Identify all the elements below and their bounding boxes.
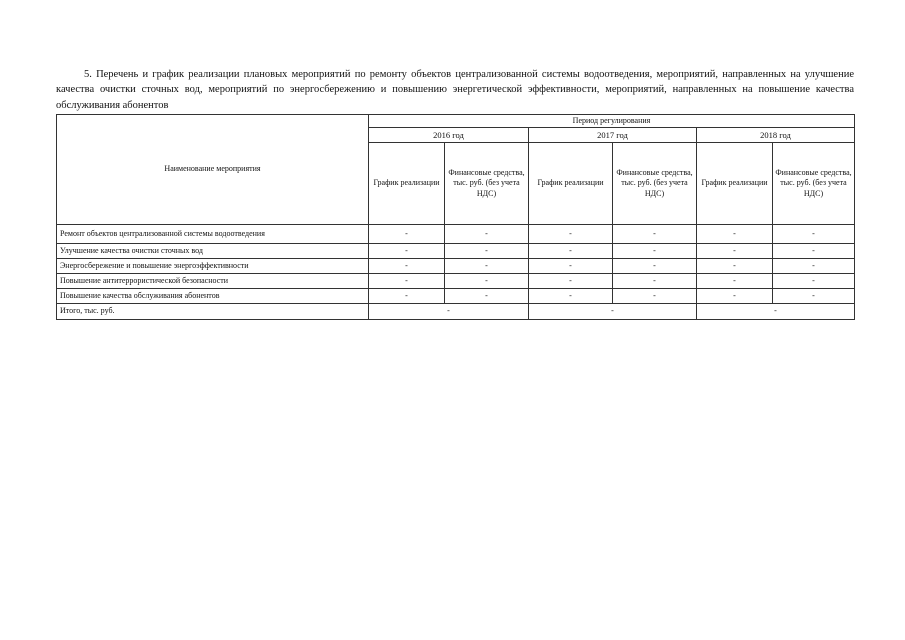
table-cell: - [529, 274, 613, 289]
row-name: Энергосбережение и повышение энергоэффективности [57, 259, 369, 274]
total-cell-2016: - [369, 304, 529, 320]
table-cell: - [773, 244, 855, 259]
table-cell: - [697, 225, 773, 244]
table-row [57, 259, 855, 274]
column-header-schedule-2017: График реализации [529, 143, 613, 225]
total-label: Итого, тыс. руб. [57, 304, 369, 320]
table-row [57, 225, 855, 244]
table-cell: - [697, 244, 773, 259]
column-header-period: Период регулирования [369, 115, 855, 128]
table-cell: - [445, 225, 529, 244]
plan-table [56, 114, 855, 320]
column-header-year-2016: 2016 год [369, 128, 529, 143]
table-cell: - [529, 289, 613, 304]
row-name: Повышение антитеррористической безопасности [57, 274, 369, 289]
column-header-finance-2017: Финансовые средства, тыс. руб. (без учета НДС) [613, 143, 697, 225]
table-cell: - [369, 244, 445, 259]
table-cell: - [773, 274, 855, 289]
table-row [57, 244, 855, 259]
table-row [57, 274, 855, 289]
column-header-finance-2016: Финансовые средства, тыс. руб. (без учета НДС) [445, 143, 529, 225]
column-header-schedule-2018: График реализации [697, 143, 773, 225]
table-cell: - [613, 289, 697, 304]
row-name: Ремонт объектов централизованной системы водоотведения [57, 225, 369, 244]
column-header-year-2017: 2017 год [529, 128, 697, 143]
total-cell-2018: - [697, 304, 855, 320]
column-header-schedule-2016: График реализации [369, 143, 445, 225]
column-header-name: Наименование мероприятия [57, 115, 369, 225]
table-cell: - [529, 225, 613, 244]
table-cell: - [369, 274, 445, 289]
row-name: Улучшение качества очистки сточных вод [57, 244, 369, 259]
document-heading: 5. Перечень и график реализации плановых мероприятий по ремонту объектов централизованной системы водоотведения, мероприятий, направленных на улучшение качества очистки сточных вод, мероприятий по энергосбережению и повышению энергетической эффективности, мероприятий, направленных на повышение качества обслуживания абонентов [56, 68, 854, 111]
table-cell: - [773, 259, 855, 274]
table-cell: - [529, 259, 613, 274]
table-cell: - [445, 274, 529, 289]
table-cell: - [529, 244, 613, 259]
table-cell: - [613, 225, 697, 244]
table-cell: - [697, 259, 773, 274]
table-cell: - [369, 225, 445, 244]
total-cell-2017: - [529, 304, 697, 320]
column-header-year-2018: 2018 год [697, 128, 855, 143]
table-cell: - [773, 289, 855, 304]
table-cell: - [613, 274, 697, 289]
table-cell: - [445, 289, 529, 304]
table-cell: - [697, 289, 773, 304]
row-name: Повышение качества обслуживания абонентов [57, 289, 369, 304]
table-row [57, 289, 855, 304]
table-row-total [57, 304, 855, 320]
table-cell: - [613, 244, 697, 259]
table-cell: - [445, 259, 529, 274]
table-cell: - [613, 259, 697, 274]
header-row-period [57, 115, 855, 128]
table-cell: - [445, 244, 529, 259]
table-cell: - [697, 274, 773, 289]
column-header-finance-2018: Финансовые средства, тыс. руб. (без учета НДС) [773, 143, 855, 225]
table-cell: - [369, 289, 445, 304]
table-cell: - [369, 259, 445, 274]
table-cell: - [773, 225, 855, 244]
